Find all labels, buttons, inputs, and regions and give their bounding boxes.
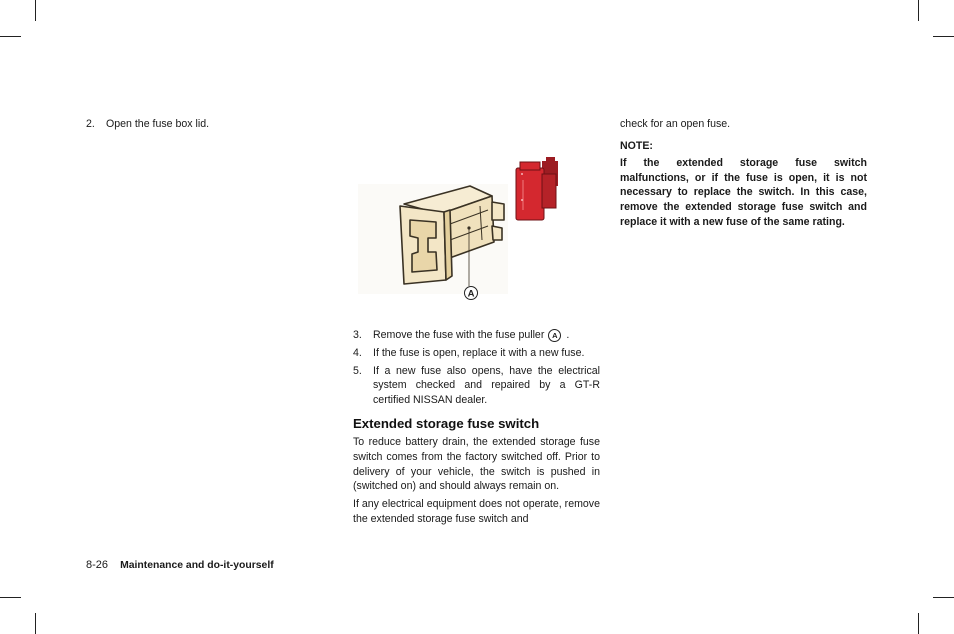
paragraph: To reduce battery drain, the extended storage fuse switch comes from the factory switched off. Prior to delivery of your vehicle, the switch is pushed in (switched on) and should always remain on. — [353, 436, 600, 493]
paragraph: If any electrical equipment does not operate, remove the extended storage fuse switch and — [353, 498, 600, 525]
step-text-main: Remove the fuse with the fuse puller — [373, 329, 545, 341]
callout-point — [467, 226, 470, 229]
step-number: 4. — [353, 346, 362, 359]
crop-mark-br-v — [918, 613, 919, 634]
continuation-text: check for an open fuse. — [620, 118, 731, 130]
note-label: NOTE: — [620, 139, 653, 152]
right-column — [620, 117, 867, 229]
crop-mark-tr-h — [933, 36, 954, 37]
step-number: 2. — [86, 118, 95, 130]
section-title: Maintenance and do-it-yourself — [120, 560, 274, 571]
left-column — [86, 117, 336, 135]
step-3 — [353, 328, 600, 343]
crop-mark-tr-v — [918, 0, 919, 21]
crop-mark-tl-v — [35, 0, 36, 21]
step-5 — [353, 364, 600, 408]
step-4 — [353, 346, 600, 361]
step-text: If the fuse is open, replace it with a new fuse. — [373, 346, 585, 359]
middle-column — [353, 328, 600, 530]
page-footer — [86, 558, 274, 573]
callout-a-inline: A — [548, 329, 561, 342]
step-text — [373, 328, 600, 343]
step-text-end: . — [566, 329, 570, 341]
crop-mark-tl-h — [0, 36, 21, 37]
step-number: 3. — [353, 329, 362, 341]
step-number: 5. — [353, 364, 362, 377]
page-number: 8-26 — [86, 559, 109, 571]
fuse-puller-figure — [352, 114, 602, 310]
step-text: Open the fuse box lid. — [106, 118, 210, 130]
step-2 — [86, 117, 336, 132]
step-text: If a new fuse also opens, have the electrical system checked and repaired by a GT-R certified NISSAN dealer. — [373, 364, 600, 406]
note-text: If the extended storage fuse switch malfunctions, or if the fuse is open, it is not necessary to replace the switch. In this case, remove the extended storage fuse switch and replace it with a new fuse of the same rating. — [620, 157, 867, 228]
crop-mark-bl-h — [0, 597, 21, 598]
red-fuse — [516, 157, 558, 220]
crop-mark-br-h — [933, 597, 954, 598]
section-heading: Extended storage fuse switch — [353, 416, 540, 432]
fuse-puller-illustration — [352, 114, 602, 310]
crop-mark-bl-v — [35, 613, 36, 634]
callout-a-label: A — [467, 288, 475, 300]
